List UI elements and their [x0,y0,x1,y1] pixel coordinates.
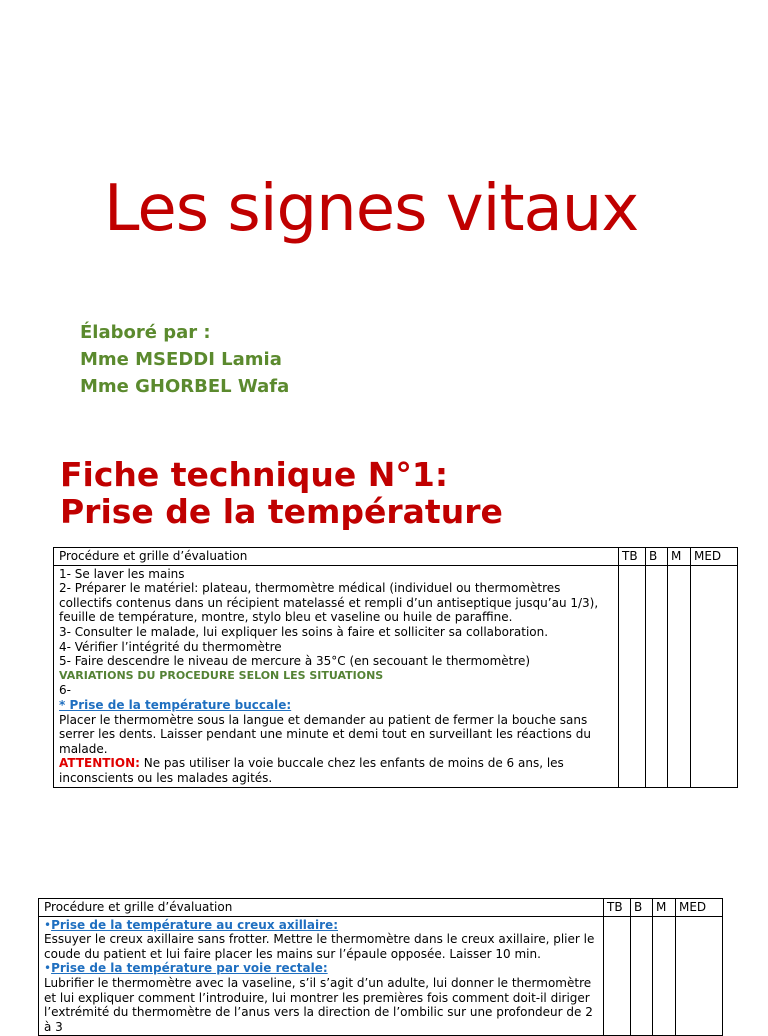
score-cell-med [676,916,723,1036]
score-cell-m [653,916,676,1036]
rectal-text: Lubrifier le thermomètre avec la vaseline, s’il s’agit d’un adulte, lui donner le thermomètre et lui expliquer comment l’introduire, lui montrer les premières fois comment doit-il diriger l’extrémité du thermomètre de l’anus vers la direction de l’ombilic sur une profondeur de 2 à 3 [44,975,593,1034]
fiche-title [60,456,503,530]
axillary-heading [44,918,598,933]
header-med: MED [676,899,723,917]
header-m: M [653,899,676,917]
authors-block [80,319,289,400]
fiche-title-line1: Fiche technique N°1: [60,455,449,494]
score-cell-m [668,565,691,787]
authors-label: Élaboré par : [80,322,211,343]
author-name: Mme GHORBEL Wafa [80,376,290,397]
header-procedure: Procédure et grille d’évaluation [54,548,619,566]
evaluation-table-2 [38,898,723,1036]
step-2: 2- Préparer le matériel: plateau, thermomètre médical (individuel ou thermomètres collectifs contenus dans un récipient matelassé et rempli d’un antiseptique jusqu’au 1/3), feuille de température, montre, stylo bleu et vaseline ou huile de paraffine. [59,581,599,625]
step-5: 5- Faire descendre le niveau de mercure à 35°C (en secouant le thermomètre) [59,654,531,669]
step-1: 1- Se laver les mains [59,566,185,581]
buccal-text: Placer le thermomètre sous la langue et demander au patient de fermer la bouche sans serrer les dents. Laisser pendant une minute et demi tout en surveillant les réactions du malade. [59,712,591,756]
table-row [39,916,723,1036]
score-cell-tb [604,916,631,1036]
axillary-text: Essuyer le creux axillaire sans frotter. Mettre le thermomètre dans le creux axillaire, plier le coude du patient et lui faire placer les mains sur l’épaule opposée. Laisser 10 min. [44,932,595,961]
variations-title: VARIATIONS DU PROCEDURE SELON LES SITUATIONS [59,668,384,682]
table-header-row [39,899,723,917]
attention-label: ATTENTION: [59,756,140,771]
rectal-heading [44,961,598,976]
page-title: Les signes vitaux [103,172,639,246]
step-4: 4- Vérifier l’intégrité du thermomètre [59,639,282,654]
step-6: 6- [59,683,71,698]
attention-paragraph [59,756,613,785]
header-tb: TB [604,899,631,917]
rectal-title: Prise de la température par voie rectale: [51,961,328,976]
header-med: MED [691,548,738,566]
author-name: Mme MSEDDI Lamia [80,349,282,370]
score-cell-tb [619,565,646,787]
header-m: M [668,548,691,566]
procedure-cell [39,916,604,1036]
score-cell-b [646,565,668,787]
table-header-row [54,548,738,566]
header-b: B [646,548,668,566]
header-tb: TB [619,548,646,566]
score-cell-b [631,916,653,1036]
score-cell-med [691,565,738,787]
attention-text: Ne pas utiliser la voie buccale chez les enfants de moins de 6 ans, les inconscients ou les malades agités. [59,756,564,785]
evaluation-table-1 [53,547,738,788]
buccal-title: * Prise de la température buccale: [59,697,292,712]
step-3: 3- Consulter le malade, lui expliquer les soins à faire et solliciter sa collaboration. [59,624,549,639]
header-procedure: Procédure et grille d’évaluation [39,899,604,917]
table-row [54,565,738,787]
header-b: B [631,899,653,917]
bullet-icon: • [44,961,52,976]
axillary-title: Prise de la température au creux axillaire: [51,917,338,932]
bullet-icon: • [44,917,52,932]
fiche-title-line2: Prise de la température [60,492,503,531]
procedure-cell [54,565,619,787]
